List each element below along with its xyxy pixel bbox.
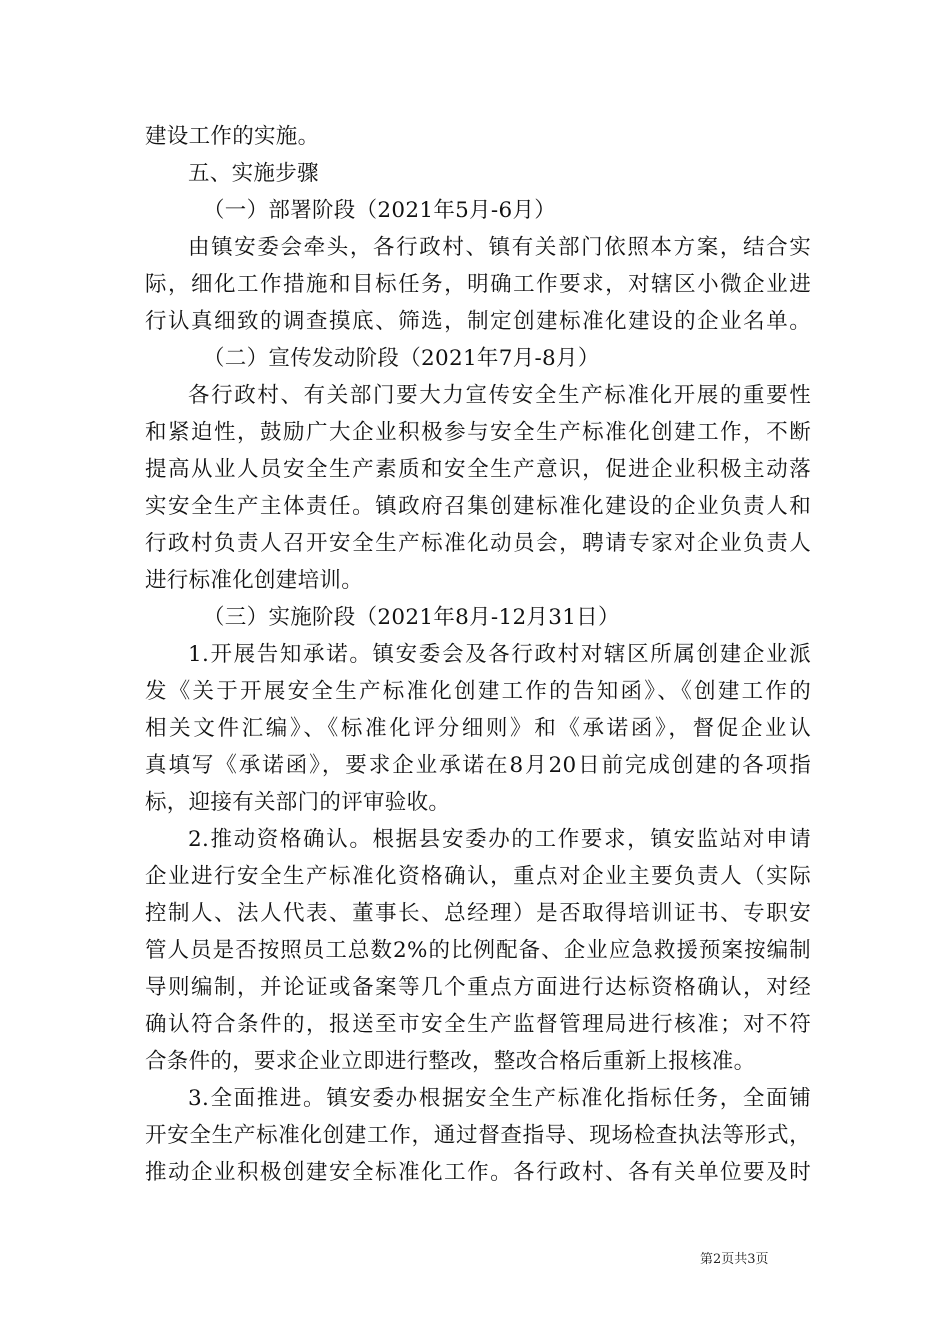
page-number-footer: 第2页共3页	[700, 1252, 769, 1267]
document-body	[145, 118, 811, 1191]
paragraph-line: 行认真细致的调查摸底、筛选，制定创建标准化建设的企业名单。	[145, 309, 811, 334]
paragraph-line: 导则编制，并论证或备案等几个重点方面进行达标资格确认，对经	[145, 975, 811, 1000]
paragraph-line: 由镇安委会牵头，各行政村、镇有关部门依照本方案，结合实	[188, 235, 811, 260]
paragraph-line: 标，迎接有关部门的评审验收。	[145, 790, 451, 815]
paragraph-line: 际，细化工作措施和目标任务，明确工作要求，对辖区小微企业进	[145, 272, 811, 297]
paragraph-line: 行政村负责人召开安全生产标准化动员会，聘请专家对企业负责人	[145, 531, 811, 556]
section-heading: 五、实施步骤	[188, 161, 319, 186]
paragraph-line: 管人员是否按照员工总数2%的比例配备、企业应急救援预案按编制	[145, 938, 811, 963]
paragraph-line: 发《关于开展安全生产标准化创建工作的告知函》、《创建工作的	[145, 679, 811, 704]
paragraph-line: 相关文件汇编》、《标准化评分细则》和《承诺函》，督促企业认	[145, 716, 811, 741]
paragraph-line: 合条件的，要求企业立即进行整改，整改合格后重新上报核准。	[145, 1049, 756, 1074]
paragraph-line: 推动企业积极创建安全标准化工作。各行政村、各有关单位要及时	[145, 1160, 811, 1185]
subsection-heading: （二）宣传发动阶段（2021年7月-8月）	[203, 346, 600, 371]
paragraph-line: 开安全生产标准化创建工作，通过督查指导、现场检查执法等形式，	[145, 1123, 811, 1148]
paragraph-line: 实安全生产主体责任。镇政府召集创建标准化建设的企业负责人和	[145, 494, 811, 519]
paragraph-line: 企业进行安全生产标准化资格确认，重点对企业主要负责人（实际	[145, 864, 811, 889]
paragraph-line: 真填写《承诺函》，要求企业承诺在8月20日前完成创建的各项指	[145, 753, 811, 778]
paragraph-line: 各行政村、有关部门要大力宣传安全生产标准化开展的重要性	[188, 383, 811, 408]
paragraph-line: 1.开展告知承诺。镇安委会及各行政村对辖区所属创建企业派	[188, 642, 811, 667]
paragraph-line: 3.全面推进。镇安委办根据安全生产标准化指标任务，全面铺	[188, 1086, 811, 1111]
paragraph-line: 2.推动资格确认。根据县安委办的工作要求，镇安监站对申请	[188, 827, 811, 852]
body-line: 建设工作的实施。	[145, 124, 320, 149]
paragraph-line: 控制人、法人代表、董事长、总经理）是否取得培训证书、专职安	[145, 901, 811, 926]
subsection-heading: （一）部署阶段（2021年5月-6月）	[203, 198, 557, 223]
subsection-heading: （三）实施阶段（2021年8月-12月31日）	[203, 605, 620, 630]
paragraph-line: 提高从业人员安全生产素质和安全生产意识，促进企业积极主动落	[145, 457, 811, 482]
paragraph-line: 进行标准化创建培训。	[145, 568, 364, 593]
paragraph-line: 和紧迫性，鼓励广大企业积极参与安全生产标准化创建工作，不断	[145, 420, 811, 445]
paragraph-line: 确认符合条件的，报送至市安全生产监督管理局进行核准；对不符	[145, 1012, 811, 1037]
